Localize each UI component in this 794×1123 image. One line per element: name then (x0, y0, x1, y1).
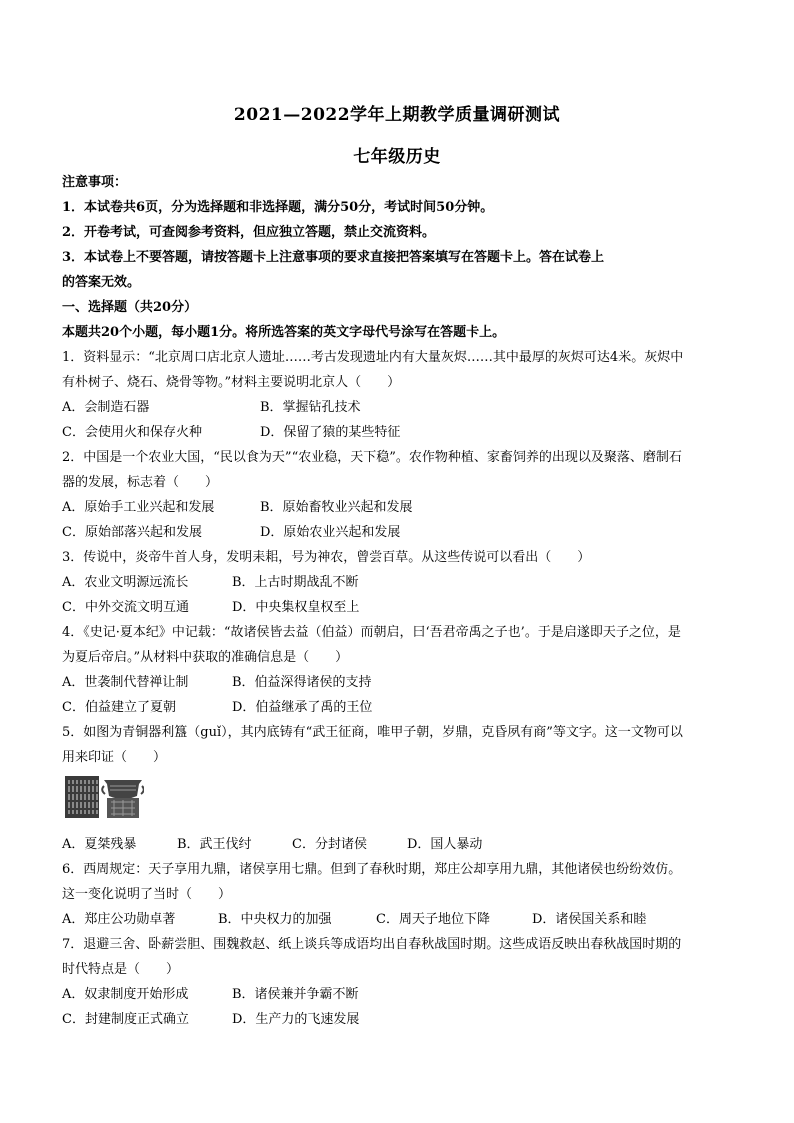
question-stem: 这一变化说明了当时（ ） (62, 887, 232, 902)
option-a: A．原始手工业兴起和发展 (62, 500, 215, 515)
option-b: B．掌握钻孔技术 (260, 400, 361, 415)
question-stem: 为夏后帝启。”从材料中获取的准确信息是（ ） (62, 650, 349, 665)
option-row (62, 986, 738, 1004)
option-b: B．诸侯兼并争霸不断 (232, 987, 359, 1002)
option-row (62, 499, 738, 517)
question-stem: 1．资料显示：“北京周口店北京人遗址……考古发现遗址内有大量灰烬……其中最厚的灰烬可达4米。灰烬中 (62, 350, 684, 365)
option-c: C．原始部落兴起和发展 (62, 525, 202, 540)
option-row (62, 1011, 738, 1029)
option-a: A．农业文明源远流长 (62, 575, 189, 590)
option-c: C．中外交流文明互通 (62, 600, 189, 615)
option-c: C．周天子地位下降 (376, 912, 490, 927)
question-stem: 7．退避三舍、卧薪尝胆、围魏救赵、纸上谈兵等成语均出自春秋战国时期。这些成语反映出春秋战国时期的 (62, 937, 682, 952)
option-row (62, 599, 738, 617)
question-stem: 2．中国是一个农业大国，“民以食为天”“农业稳，天下稳”。农作物种植、家畜饲养的出现以及聚落、磨制石 (62, 450, 682, 465)
question-stem: 有朴树子、烧石、烧骨等物。”材料主要说明北京人（ ） (62, 375, 401, 390)
question-stem: 器的发展，标志着（ ） (62, 475, 219, 490)
option-row (62, 424, 738, 442)
option-d: D．伯益继承了禹的王位 (232, 700, 373, 715)
question-stem: 时代特点是（ ） (62, 962, 180, 977)
notice-item: 2．开卷考试，可查阅参考资料，但应独立答题，禁止交流资料。 (62, 225, 436, 240)
option-c: C．分封诸侯 (292, 837, 367, 852)
option-row (62, 674, 738, 692)
option-row (62, 836, 738, 854)
exam-title: 2021—2022学年上期教学质量调研测试 (233, 105, 561, 125)
option-d: D．中央集权皇权至上 (232, 600, 360, 615)
option-a: A．奴隶制度开始形成 (62, 987, 189, 1002)
notice-item: 的答案无效。 (62, 275, 141, 290)
option-d: D．生产力的飞速发展 (232, 1012, 360, 1027)
option-d: D．诸侯国关系和睦 (532, 912, 647, 927)
option-row (62, 699, 738, 717)
option-d: D．国人暴动 (407, 837, 483, 852)
option-d: D．保留了猿的某些特征 (260, 425, 401, 440)
option-row (62, 911, 738, 929)
question-stem: 6．西周规定：天子享用九鼎，诸侯享用七鼎。但到了春秋时期，郑庄公却享用九鼎，其他诸侯也纷纷效仿。 (62, 862, 682, 877)
section-heading: 一、选择题（共20分） (62, 300, 198, 315)
inscription-rubbing (65, 776, 99, 818)
bronze-vessel (102, 780, 144, 818)
section-instruction: 本题共20个小题，每小题1分。将所选答案的英文字母代号涂写在答题卡上。 (62, 325, 506, 340)
option-c: C．会使用火和保存火种 (62, 425, 202, 440)
option-d: D．原始农业兴起和发展 (260, 525, 401, 540)
option-b: B．上古时期战乱不断 (232, 575, 359, 590)
option-c: C．伯益建立了夏朝 (62, 700, 176, 715)
option-row (62, 524, 738, 542)
exam-subject: 七年级历史 (353, 147, 441, 167)
bronze-li-gui-figure (64, 774, 144, 820)
option-a: A．夏桀残暴 (62, 837, 137, 852)
notice-heading: 注意事项： (62, 175, 128, 190)
question-stem: 用来印证（ ） (62, 750, 167, 765)
question-stem: 4．《史记·夏本纪》中记载：“故诸侯皆去益（伯益）而朝启，曰‘吾君帝禹之子也’。于是启遂即天子之位，是 (62, 625, 681, 640)
notice-item: 1．本试卷共6页，分为选择题和非选择题，满分50分，考试时间50分钟。 (62, 200, 494, 215)
option-b: B．中央权力的加强 (218, 912, 332, 927)
question-stem: 3．传说中，炎帝牛首人身，发明耒耜，号为神农，曾尝百草。从这些传说可以看出（ ） (62, 550, 591, 565)
option-c: C．封建制度正式确立 (62, 1012, 189, 1027)
option-a: A．会制造石器 (62, 400, 150, 415)
option-a: A．郑庄公功勋卓著 (62, 912, 176, 927)
option-row (62, 574, 738, 592)
option-b: B．伯益深得诸侯的支持 (232, 675, 372, 690)
option-a: A．世袭制代替禅让制 (62, 675, 189, 690)
question-stem: 5．如图为青铜器利簋（guǐ），其内底铸有“武王征商，唯甲子朝，岁鼎，克昏夙有商”等文字。这一文物可以 (62, 725, 683, 740)
notice-item: 3．本试卷上不要答题，请按答题卡上注意事项的要求直接把答案填写在答题卡上。答在试卷上 (62, 250, 605, 265)
option-row (62, 399, 738, 417)
option-b: B．武王伐纣 (177, 837, 252, 852)
option-b: B．原始畜牧业兴起和发展 (260, 500, 413, 515)
